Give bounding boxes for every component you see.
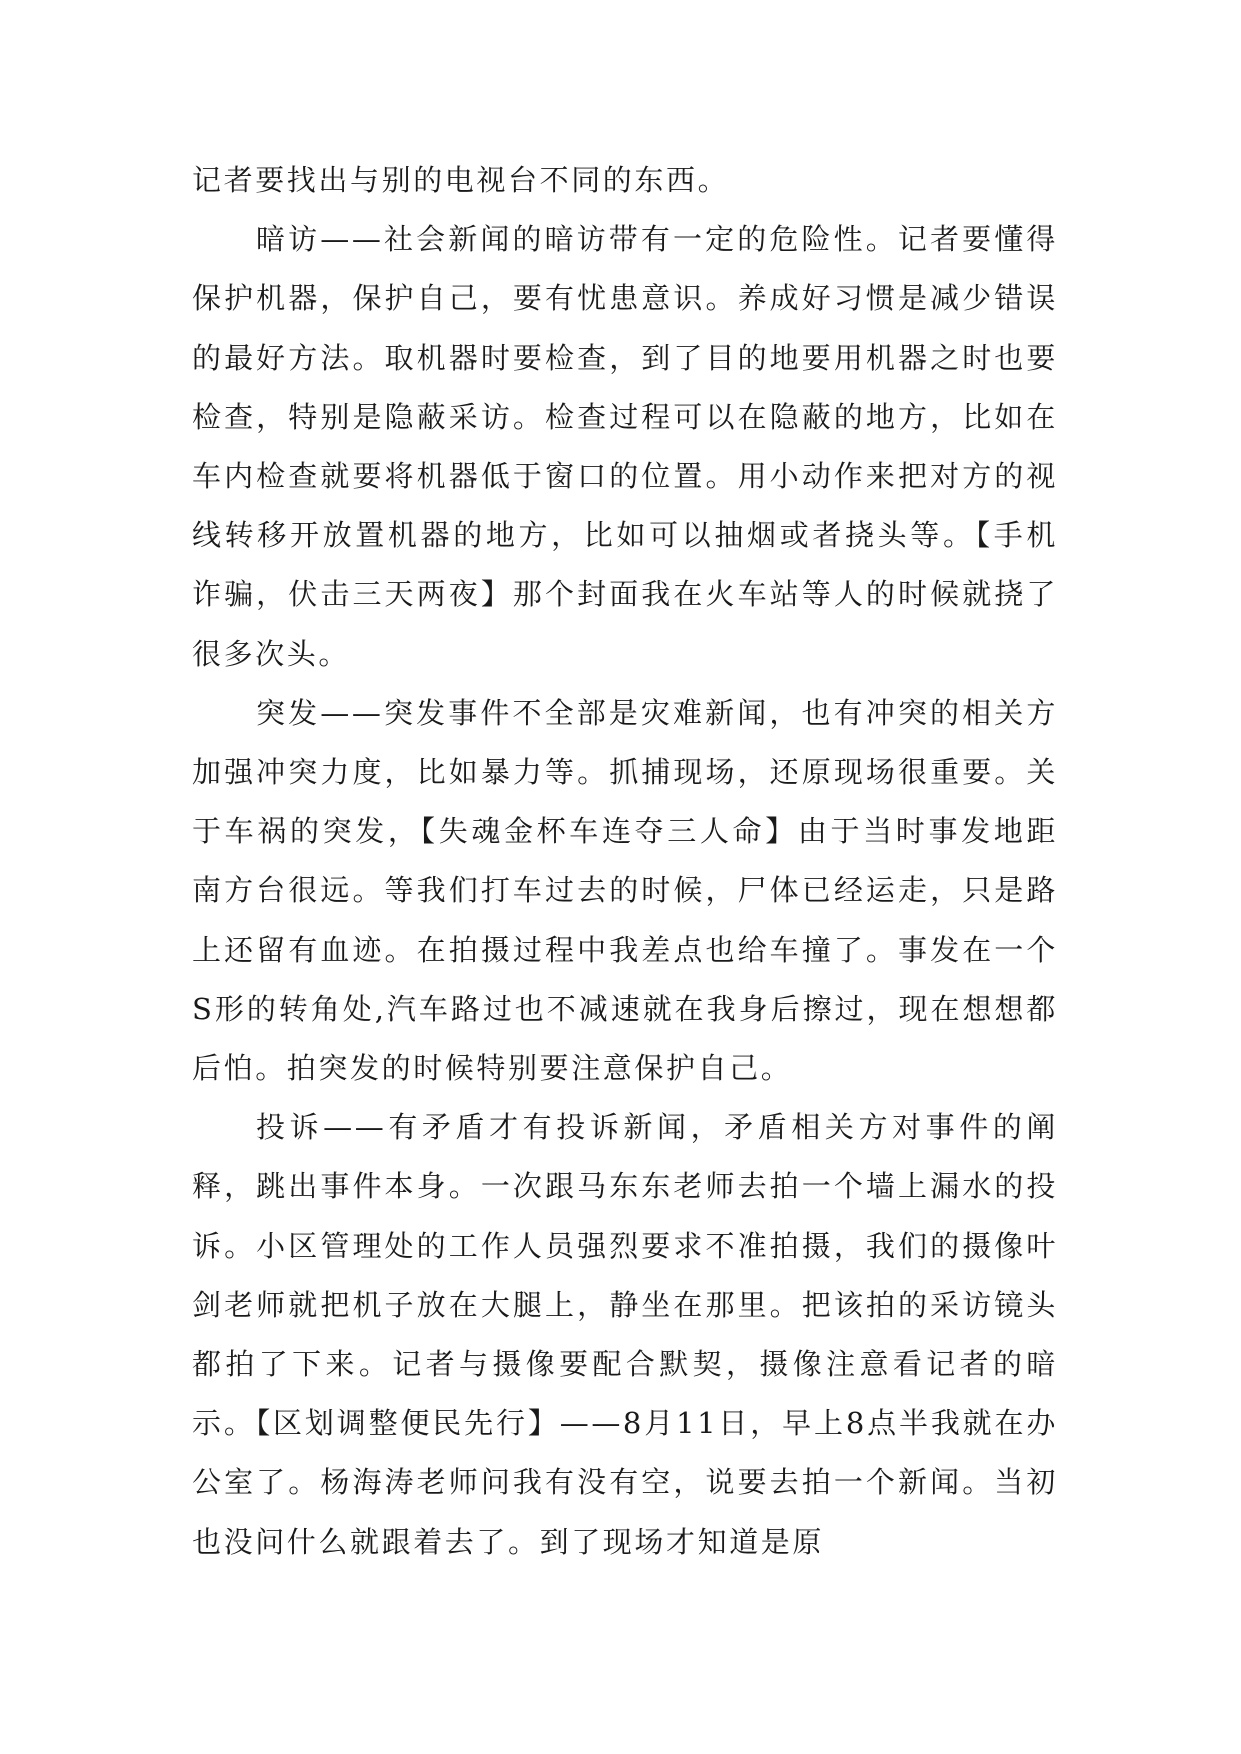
- paragraph-undercover: 暗访——社会新闻的暗访带有一定的危险性。记者要懂得保护机器，保护自己，要有忧患意识。养成好习惯是减少错误的最好方法。取机器时要检查，到了目的地要用机器之时也要检查，特别是隐蔽采访。检查过程可以在隐蔽的地方，比如在车内检查就要将机器低于窗口的位置。用小动作来把对方的视线转移开放置机器的地方，比如可以抽烟或者挠头等。【手机诈骗，伏击三天两夜】那个封面我在火车站等人的时候就挠了很多次头。: [192, 222, 1058, 671]
- paragraph-complaints: 投诉——有矛盾才有投诉新闻，矛盾相关方对事件的阐释，跳出事件本身。一次跟马东东老师去拍一个墙上漏水的投诉。小区管理处的工作人员强烈要求不准拍摄，我们的摄像叶剑老师就把机子放在大腿上，静坐在那里。把该拍的采访镜头都拍了下来。记者与摄像要配合默契，摄像注意看记者的暗示。【区划调整便民先行】——8月11日，早上8点半我就在办公室了。杨海涛老师问我有没有空，说要去拍一个新闻。当初也没问什么就跟着去了。到了现场才知道是原: [192, 1110, 1058, 1559]
- document-body: [192, 151, 1058, 1572]
- paragraph-breaking-news: 突发——突发事件不全部是灾难新闻，也有冲突的相关方加强冲突力度，比如暴力等。抓捕现场，还原现场很重要。关于车祸的突发，【失魂金杯车连夺三人命】由于当时事发地距南方台很远。等我们打车过去的时候，尸体已经运走，只是路上还留有血迹。在拍摄过程中我差点也给车撞了。事发在一个S形的转角处,汽车路过也不减速就在我身后擦过，现在想想都后怕。拍突发的时候特别要注意保护自己。: [192, 695, 1058, 1086]
- paragraph-intro-line: 记者要找出与别的电视台不同的东西。: [192, 163, 730, 197]
